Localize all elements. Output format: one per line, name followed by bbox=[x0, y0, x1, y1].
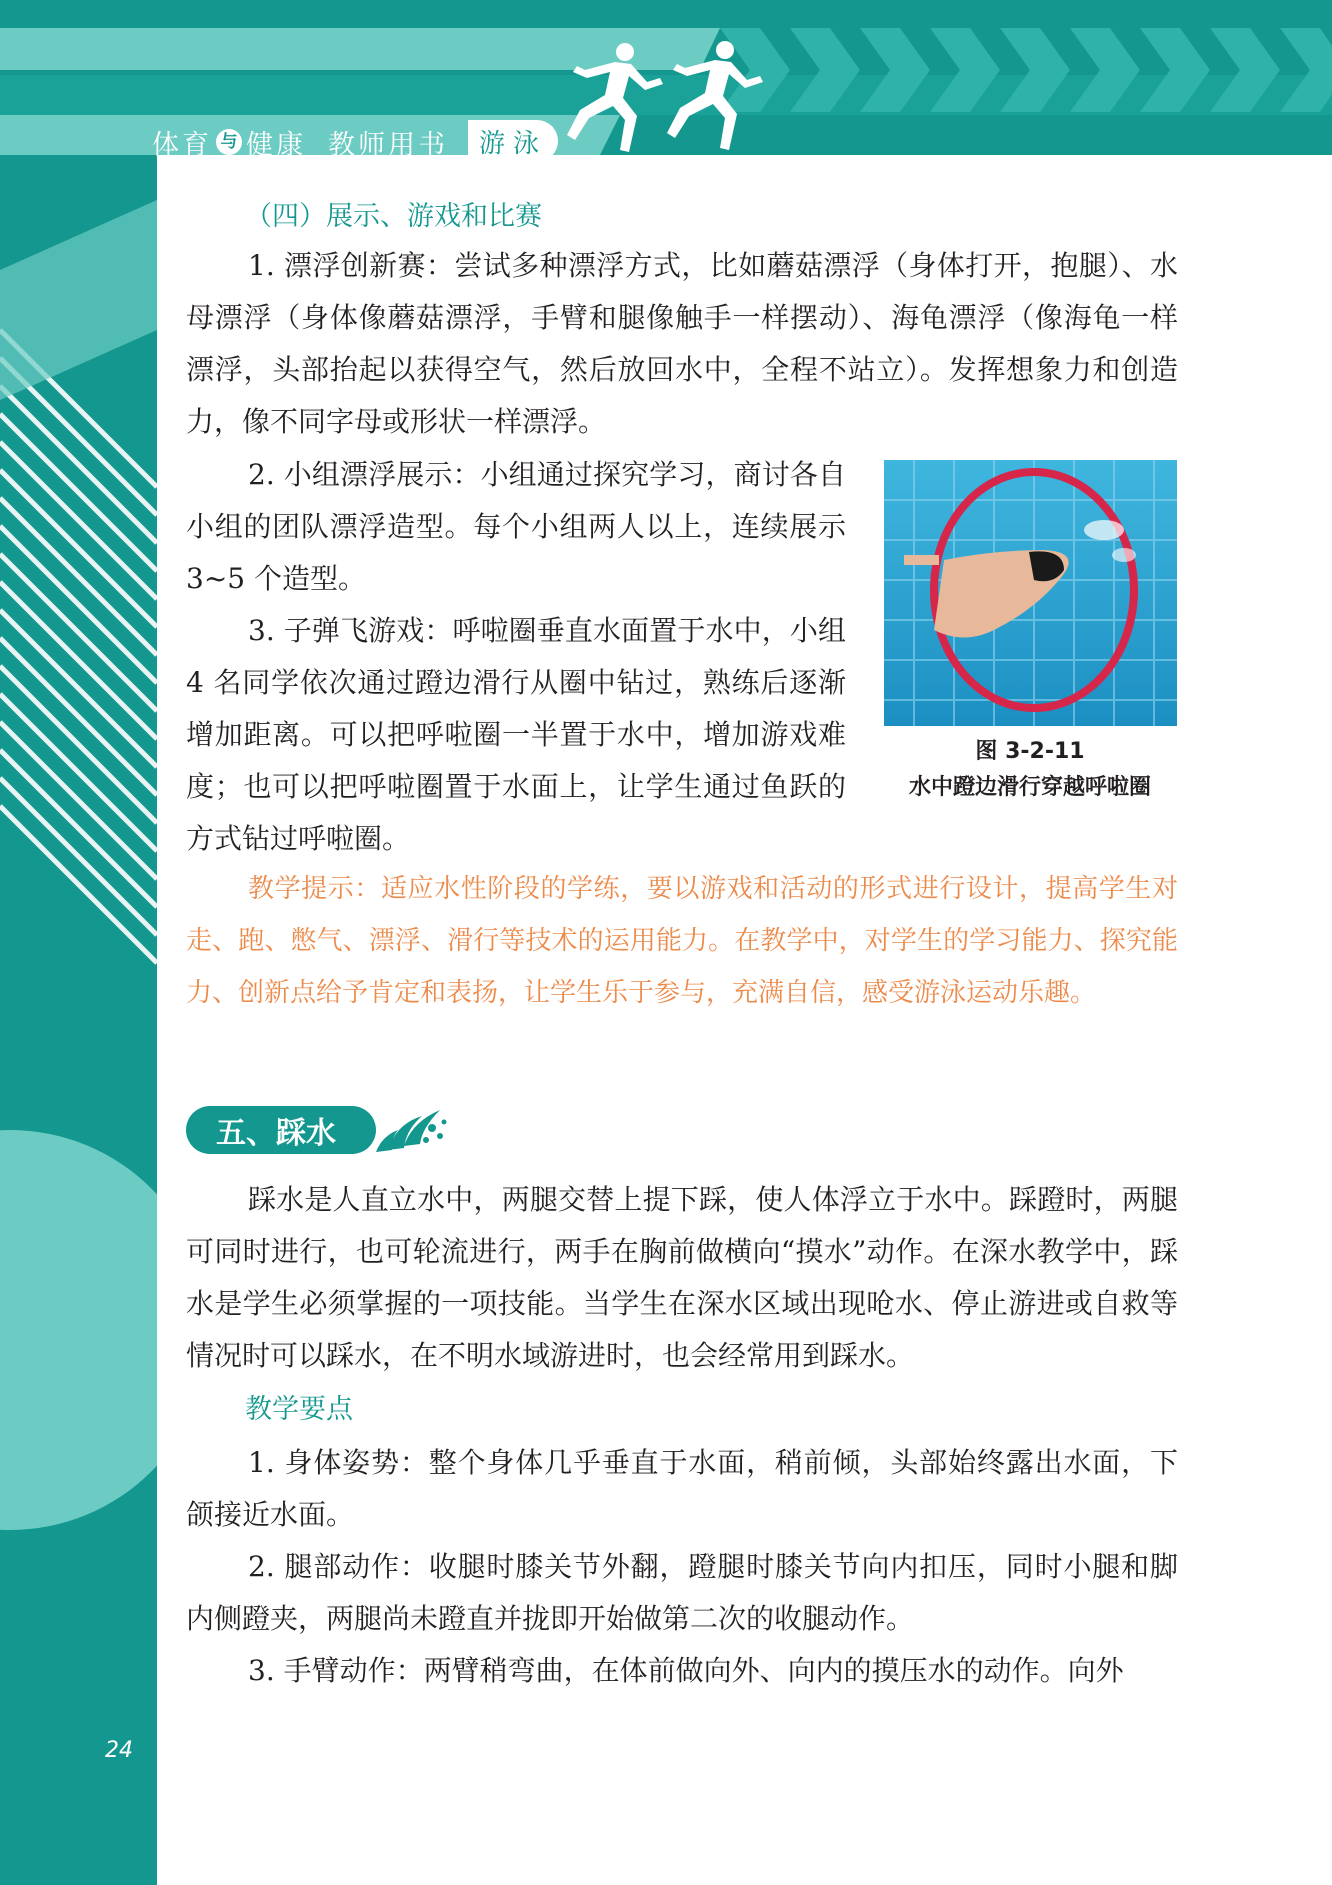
key-point-arm-action: 3. 手臂动作：两臂稍弯曲，在体前做向外、向内的摸压水的动作。向外 bbox=[248, 1654, 1124, 1687]
key-point-leg-action: 2. 腿部动作：收腿时膝关节外翻，蹬腿时膝关节向内扣压，同时小腿和脚内侧蹬夹，两腿尚未蹬直并拢即开始做第二次的收腿动作。 bbox=[186, 1550, 1178, 1635]
paragraph-bullet-game-text: 3. 子弹飞游戏：呼啦圈垂直水面置于水中，小组 4 名同学依次通过蹬边滑行从圈中钻过，熟练后逐渐增加距离。可以把呼啦圈一半置于水中，增加游戏难度；也可以把呼啦圈置于水面上，让学生通过鱼跃的方式钻过呼啦圈。 bbox=[186, 614, 846, 855]
paragraph-floating-contest: 1. 漂浮创新赛：尝试多种漂浮方式，比如蘑菇漂浮（身体打开，抱腿）、水母漂浮（身体像蘑菇漂浮，手臂和腿像触手一样摆动）、海龟漂浮（像海龟一样漂浮，头部抬起以获得空气，然后放回水中，全程不站立）。发挥想象力和创造力，像不同字母或形状一样漂浮。 bbox=[186, 249, 1178, 438]
swimmer-through-hoop-photo bbox=[884, 460, 1177, 726]
yu-circle-badge: 与 bbox=[216, 129, 242, 155]
teaching-tip: 教学提示：适应水性阶段的学练，要以游戏和活动的形式进行设计，提高学生对走、跑、憋气、漂浮、滑行等技术的运用能力。在教学中，对学生的学习能力、探究能力、创新点给予肯定和表扬，让学生乐于参与，充满自信，感受游泳运动乐趣。 bbox=[186, 874, 1178, 1008]
water-splash-icon bbox=[370, 1100, 450, 1156]
left-decorative-band bbox=[0, 0, 157, 1885]
paragraph-treading-intro: 踩水是人直立水中，两腿交替上提下踩，使人体浮立于水中。踩蹬时，两腿可同时进行，也可轮流进行，两手在胸前做横向“摸水”动作。在深水教学中，踩水是学生必须掌握的一项技能。当学生在深水区域出现呛水、停止游进或自救等情况时可以踩水，在不明水域游进时，也会经常用到踩水。 bbox=[186, 1183, 1178, 1372]
section5-heading-pill bbox=[186, 1106, 376, 1154]
figure-caption: 水中蹬边滑行穿越呼啦圈 bbox=[908, 775, 1151, 800]
section5-heading: 五、踩水 bbox=[216, 1116, 336, 1151]
section-heading: （四）展示、游戏和比赛 bbox=[245, 201, 542, 232]
paragraph-bullet-game bbox=[186, 605, 846, 865]
paragraph-group-floating: 2. 小组漂浮展示：小组通过探究学习，商讨各自小组的团队漂浮造型。每个小组两人以上，连续展示 3~5 个造型。 bbox=[186, 458, 846, 595]
book-title-part3: 教师用书 bbox=[328, 129, 448, 161]
page-number: 24 bbox=[105, 1738, 133, 1763]
figure-swimmer-hoop bbox=[884, 460, 1177, 726]
figure-number: 图 3-2-11 bbox=[975, 739, 1085, 764]
subject-tab: 游泳 bbox=[468, 120, 558, 162]
book-title bbox=[152, 122, 448, 162]
book-title-part1: 体育 bbox=[152, 129, 212, 161]
key-point-body-posture: 1. 身体姿势：整个身体几乎垂直于水面，稍前倾，头部始终露出水面，下颌接近水面。 bbox=[186, 1446, 1178, 1531]
band-stripes-graphic bbox=[0, 0, 157, 1885]
runners-icon bbox=[565, 40, 805, 160]
key-points-heading: 教学要点 bbox=[245, 1394, 353, 1425]
book-title-part2: 健康 bbox=[246, 129, 306, 161]
